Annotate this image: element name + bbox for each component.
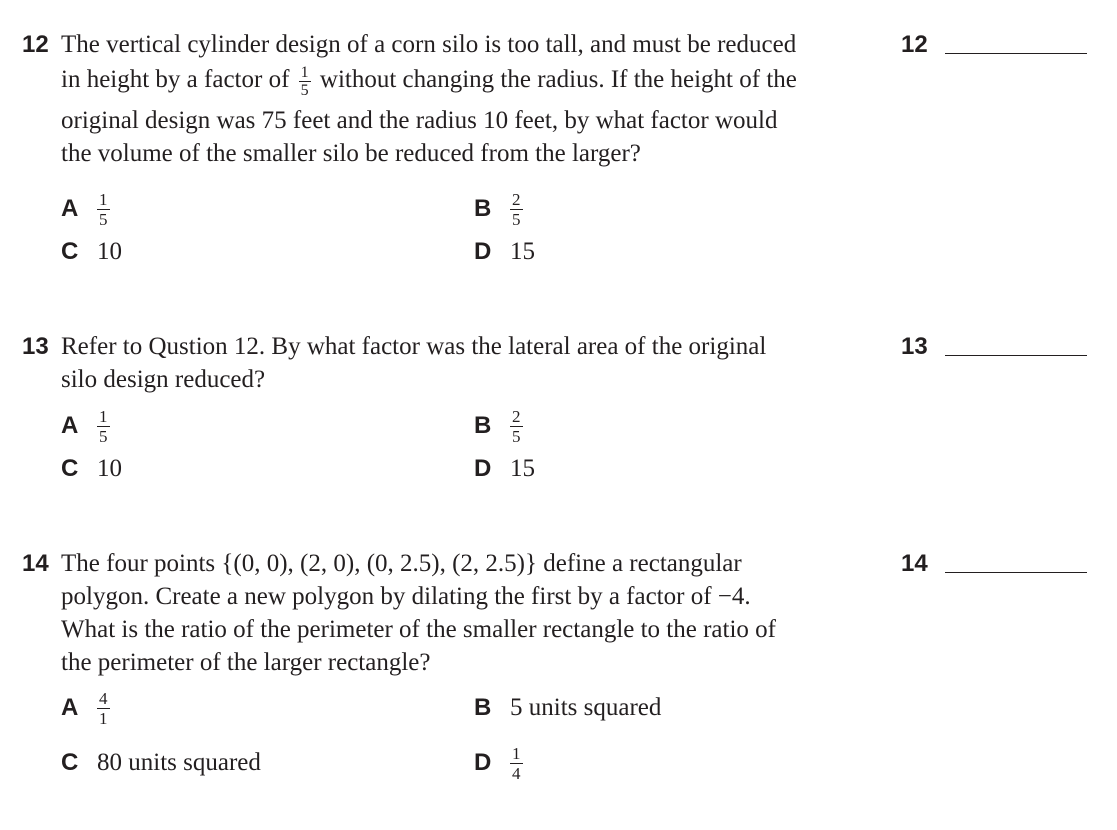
stem-line: Refer to Qustion 12. By what factor was the lateral area of the original <box>61 333 767 360</box>
question-number: 12 <box>22 31 49 58</box>
fraction <box>510 190 523 229</box>
fraction-denominator: 5 <box>99 426 108 446</box>
stem-line: What is the ratio of the perimeter of the smaller rectangle to the ratio of <box>61 616 776 643</box>
choice-d[interactable] <box>474 229 535 275</box>
choice-letter: C <box>61 238 79 265</box>
choice-letter: B <box>474 195 492 222</box>
choice-d[interactable] <box>474 740 526 786</box>
fraction-denominator: 5 <box>99 209 108 229</box>
answer-label: 13 <box>901 333 928 360</box>
question-stem <box>61 330 881 396</box>
fraction-numerator: 1 <box>99 189 108 209</box>
stem-line: silo design reduced? <box>61 366 266 393</box>
choice-text: 80 units squared <box>97 749 261 776</box>
choice-letter: C <box>61 749 79 776</box>
answer-label: 14 <box>901 550 928 577</box>
answer-blank[interactable] <box>945 355 1087 356</box>
choice-b[interactable] <box>474 403 526 449</box>
fraction-numerator: 2 <box>512 189 521 209</box>
choice-text: 10 <box>97 238 122 265</box>
fraction-numerator: 2 <box>512 406 521 426</box>
fraction-numerator: 4 <box>99 688 108 708</box>
fraction <box>97 190 110 229</box>
choice-d[interactable] <box>474 446 535 492</box>
choice-c[interactable] <box>61 229 122 275</box>
stem-line: polygon. Create a new polygon by dilating the first by a factor of −4. <box>61 583 751 610</box>
choice-text: 15 <box>510 238 535 265</box>
choice-letter: A <box>61 694 79 721</box>
question-stem <box>61 28 881 170</box>
choice-letter: D <box>474 238 492 265</box>
fraction-denominator: 4 <box>512 763 521 783</box>
choice-a[interactable] <box>61 186 113 232</box>
fraction-numerator: 1 <box>300 63 309 81</box>
choice-letter: D <box>474 455 492 482</box>
question-stem <box>61 547 881 679</box>
choice-b[interactable] <box>474 685 661 731</box>
answer-blank[interactable] <box>945 572 1087 573</box>
choice-letter: B <box>474 694 492 721</box>
choice-c[interactable] <box>61 740 261 786</box>
choice-text: 10 <box>97 455 122 482</box>
choice-letter: C <box>61 455 79 482</box>
stem-line: The four points {(0, 0), (2, 0), (0, 2.5), (2, 2.5)} define a rectangular <box>61 550 742 577</box>
choice-letter: A <box>61 195 79 222</box>
fraction <box>299 64 311 99</box>
fraction-denominator: 5 <box>512 426 521 446</box>
stem-line: the perimeter of the larger rectangle? <box>61 649 431 676</box>
choice-b[interactable] <box>474 186 526 232</box>
choice-a[interactable] <box>61 685 113 731</box>
answer-blank[interactable] <box>945 53 1087 54</box>
fraction <box>510 744 523 783</box>
answer-label: 12 <box>901 31 928 58</box>
choice-letter: B <box>474 412 492 439</box>
stem-line: The vertical cylinder design of a corn silo is too tall, and must be reduced <box>61 31 797 58</box>
fraction-numerator: 1 <box>99 406 108 426</box>
stem-text: without changing the radius. If the height of the <box>313 66 797 93</box>
choice-letter: D <box>474 749 492 776</box>
stem-text: in height by a factor of <box>61 66 296 93</box>
question-number: 14 <box>22 550 49 577</box>
fraction <box>510 407 523 446</box>
choice-text: 15 <box>510 455 535 482</box>
stem-line <box>61 63 881 99</box>
choice-c[interactable] <box>61 446 122 492</box>
fraction-denominator: 5 <box>512 209 521 229</box>
question-number: 13 <box>22 333 49 360</box>
fraction <box>97 689 110 728</box>
choice-a[interactable] <box>61 403 113 449</box>
fraction-numerator: 1 <box>512 743 521 763</box>
choice-text: 5 units squared <box>510 694 662 721</box>
fraction <box>97 407 110 446</box>
fraction-denominator: 1 <box>99 708 108 728</box>
choice-letter: A <box>61 412 79 439</box>
stem-line: the volume of the smaller silo be reduced from the larger? <box>61 139 641 167</box>
stem-line: original design was 75 feet and the radius 10 feet, by what factor would <box>61 106 778 134</box>
fraction-denominator: 5 <box>300 81 309 99</box>
